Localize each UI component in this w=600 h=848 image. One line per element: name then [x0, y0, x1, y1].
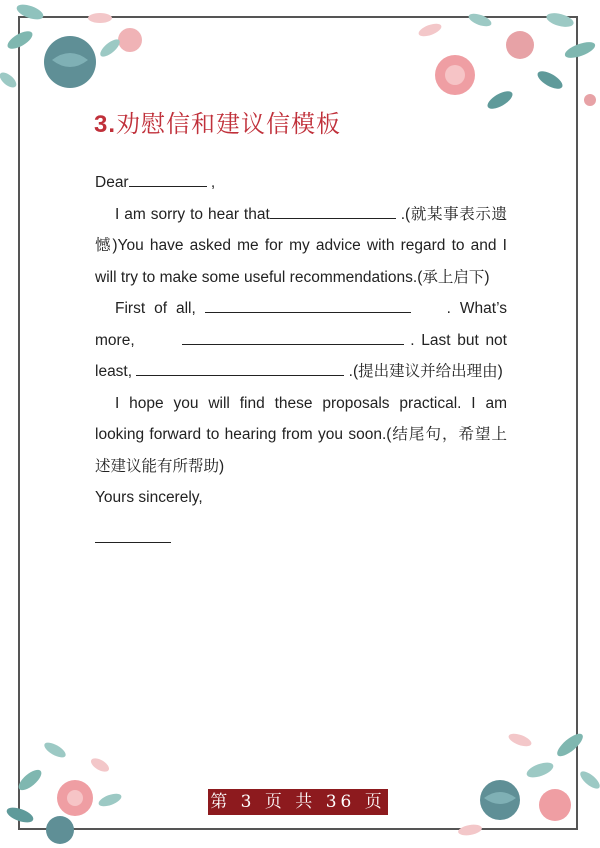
section-title	[94, 104, 341, 139]
signature-blank	[95, 514, 171, 543]
reason-blank	[270, 202, 396, 219]
floral-decoration-bottom-right	[440, 700, 600, 848]
paragraph-suggestions	[95, 293, 507, 388]
letter-template	[95, 167, 507, 543]
floral-decoration-top-left	[0, 0, 160, 110]
last-suggestion-blank	[136, 359, 344, 376]
salutation-text: Dear	[95, 174, 129, 191]
suggestions-note: .(提出建议并给出理由)	[344, 363, 503, 380]
title-text: 劝慰信和建议信模板	[116, 110, 342, 138]
opening-rest: You have asked me for my advice with regard to and I will try to make some useful recommendations.	[95, 237, 507, 286]
second-suggestion-blank	[182, 328, 404, 345]
recipient-blank	[129, 170, 207, 187]
paragraph-closing	[95, 388, 507, 483]
floral-decoration-bottom-left	[0, 730, 150, 848]
opening-text: I am sorry to hear that	[115, 205, 270, 223]
transition-note: (承上启下)	[417, 268, 490, 286]
second-suggestion-text: . What’s more,	[95, 300, 508, 349]
floral-decoration-top-right	[400, 0, 600, 120]
first-suggestion-text: First of all,	[115, 300, 196, 317]
closing-text: I hope you will find these proposals practical. I am looking forward to hearing from you soon.	[95, 394, 507, 443]
last-suggestion-text: . Last but not least,	[95, 331, 507, 380]
paragraph-opening	[95, 199, 507, 294]
closing-note: (结尾句，希望上述建议能有所帮助)	[95, 426, 507, 475]
salutation-line	[95, 167, 507, 199]
page-number-label: 第 3 页 共 36 页	[208, 789, 388, 815]
salutation-comma: ,	[206, 174, 216, 191]
opening-note: .(就某事表示遗憾)	[95, 205, 507, 254]
first-suggestion-blank	[205, 296, 411, 313]
title-number: 3.	[94, 111, 117, 138]
sign-off: Yours sincerely,	[95, 489, 203, 506]
